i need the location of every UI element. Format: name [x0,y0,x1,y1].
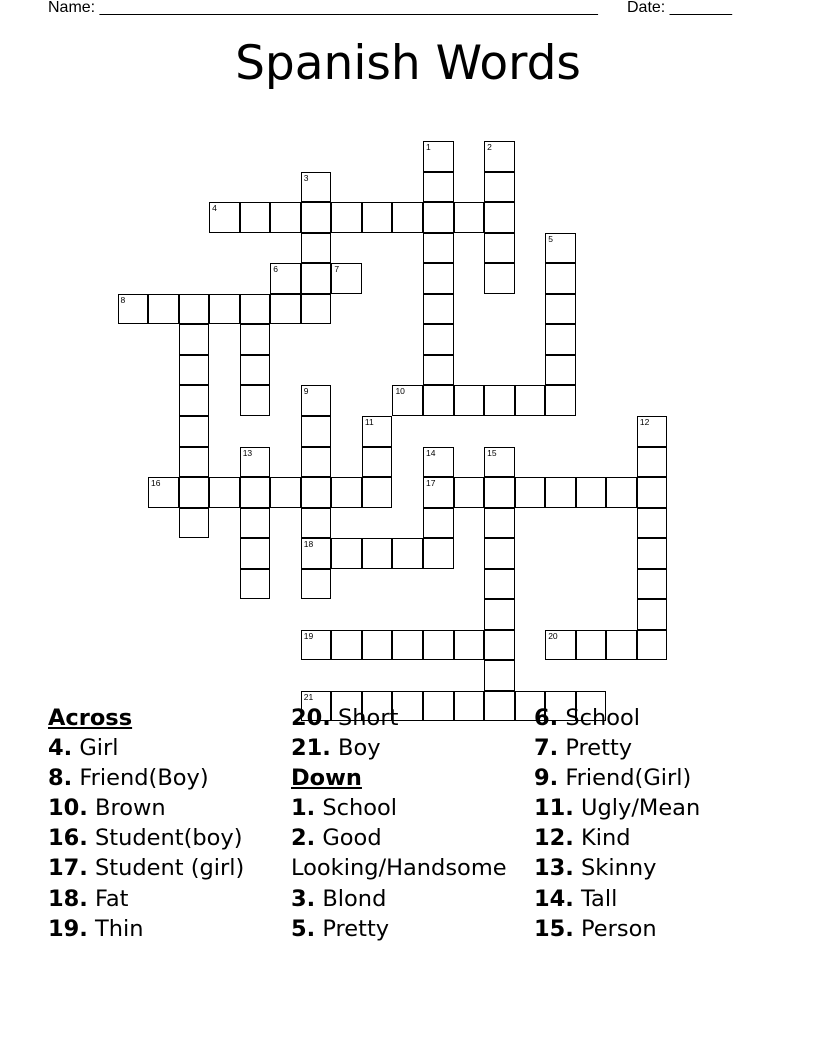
crossword-cell[interactable] [423,172,454,203]
clue-number: 12. [534,825,574,852]
crossword-cell[interactable] [637,447,668,478]
clue-number-label: 10 [395,386,405,397]
crossword-cell[interactable] [301,233,332,264]
crossword-cell[interactable] [545,355,576,386]
crossword-cell[interactable] [179,324,210,355]
crossword-cell[interactable] [240,508,271,539]
clue-down-13 [534,853,774,883]
crossword-cell[interactable] [240,385,271,416]
crossword-cell[interactable] [637,569,668,600]
clue-down-14 [534,884,774,914]
crossword-cell[interactable] [484,477,515,508]
crossword-cell[interactable] [515,385,546,416]
crossword-cell[interactable] [362,416,393,447]
clue-column-1 [48,703,288,944]
clue-down-9 [534,763,774,793]
clue-across-10 [48,793,288,823]
clue-number-label: 7 [334,264,340,275]
clue-number: 8. [48,765,73,792]
clue-text: Short [338,705,399,731]
clue-text: Friend(Girl) [565,765,692,792]
crossword-cell[interactable] [637,538,668,569]
crossword-cell[interactable] [423,385,454,416]
clue-number: 19. [48,915,88,942]
crossword-cell[interactable] [637,477,668,508]
crossword-cell[interactable] [179,416,210,447]
crossword-cell[interactable] [118,294,149,325]
clue-number-label: 9 [303,386,309,397]
clue-text: Friend(Boy) [79,765,209,792]
crossword-cell[interactable] [484,569,515,600]
clue-number: 1. [291,795,316,822]
crossword-cell[interactable] [331,202,362,233]
clue-down-7 [534,733,774,763]
clue-across-18 [48,884,288,914]
clue-number: 16. [48,825,88,852]
clue-number: 18. [48,885,88,912]
clue-number-label: 14 [426,447,436,458]
clue-text: Pretty [322,915,390,942]
clue-number-label: 18 [303,539,314,550]
crossword-cell[interactable] [545,385,576,416]
crossword-cell[interactable] [423,294,454,325]
crossword-cell[interactable] [484,660,515,691]
crossword-cell[interactable] [362,202,393,233]
crossword-cell[interactable] [423,233,454,264]
clue-down-15 [534,914,774,944]
clue-number-label: 1 [426,142,431,153]
clue-down-3 [291,884,527,914]
crossword-cell[interactable] [545,233,576,264]
clue-number: 2. [291,825,316,852]
crossword-cell[interactable] [301,508,332,539]
clue-number: 6. [534,705,559,731]
clue-across-8 [48,763,288,793]
clue-text: Brown [95,795,166,822]
page-title: Spanish Words [235,36,581,91]
clue-number: 17. [48,855,88,882]
crossword-cell[interactable] [209,477,240,508]
crossword-cell[interactable] [423,263,454,294]
crossword-cell[interactable] [545,630,576,661]
clue-number: 4. [48,735,73,762]
crossword-cell[interactable] [484,385,515,416]
clue-number-label: 5 [548,233,553,244]
crossword-cell[interactable] [240,294,271,325]
crossword-cell[interactable] [362,447,393,478]
crossword-cell[interactable] [362,538,393,569]
clue-down-11 [534,793,774,823]
clue-number-label: 17 [426,478,436,489]
crossword-cell[interactable] [484,447,515,478]
crossword-cell[interactable] [240,324,271,355]
clue-text: Person [581,915,657,942]
clue-text: Good Looking/Handsome [291,825,507,882]
crossword-cell[interactable] [637,508,668,539]
clue-number-label: 4 [212,203,217,214]
crossword-cell[interactable] [423,508,454,539]
crossword-cell[interactable] [454,202,485,233]
clue-down-2 [291,823,527,883]
name-field-label: Name: ________________________________________________________ [48,0,598,16]
clue-number-label: 12 [639,417,650,427]
crossword-cell[interactable] [362,477,393,508]
crossword-cell[interactable] [270,202,301,233]
clue-number-label: 6 [273,264,278,275]
crossword-cell[interactable] [545,294,576,325]
crossword-cell[interactable] [454,630,485,661]
crossword-cell[interactable] [301,263,332,294]
crossword-cell[interactable] [515,477,546,508]
clue-number: 10. [48,795,88,822]
crossword-cell[interactable] [545,263,576,294]
clue-across-20 [291,703,527,733]
clue-text: Girl [79,735,119,762]
clue-column-2 [291,703,527,944]
clue-number-label: 21 [303,691,314,702]
crossword-cell[interactable] [484,599,515,630]
crossword-cell[interactable] [179,477,210,508]
crossword-cell[interactable] [240,202,271,233]
clue-number: 15. [534,915,574,942]
clue-text: Thin [95,915,144,942]
clue-number-label: 19 [303,630,314,641]
crossword-cell[interactable] [606,477,637,508]
clue-number-label: 15 [487,447,497,458]
clue-number-label: 8 [120,294,126,305]
clue-across-17 [48,853,288,883]
crossword-cell[interactable] [179,294,210,325]
crossword-cell[interactable] [301,630,332,661]
clue-number: 13. [534,855,574,882]
clue-number: 7. [534,735,559,762]
clue-down-1 [291,793,527,823]
crossword-cell[interactable] [484,538,515,569]
crossword-cell[interactable] [240,477,271,508]
crossword-cell[interactable] [484,141,515,172]
clue-across-19 [48,914,288,944]
crossword-cell[interactable] [301,538,332,569]
crossword-cell[interactable] [545,477,576,508]
crossword-cell[interactable] [331,538,362,569]
clue-text: Kind [581,825,631,852]
crossword-cell[interactable] [423,630,454,661]
worksheet-header [0,0,816,20]
crossword-cell[interactable] [209,202,240,233]
crossword-cell[interactable] [270,263,301,294]
clue-text: Ugly/Mean [581,795,701,822]
crossword-cell[interactable] [637,599,668,630]
clue-text: Blond [322,885,387,912]
crossword-cell[interactable] [179,355,210,386]
crossword-cell[interactable] [545,324,576,355]
crossword-cell[interactable] [240,447,271,478]
crossword-cell[interactable] [423,447,454,478]
clue-number: 9. [534,765,559,792]
crossword-cell[interactable] [392,630,423,661]
clue-down-12 [534,823,774,853]
clue-down-5 [291,914,527,944]
clue-down-6 [534,703,774,733]
crossword-cell[interactable] [423,477,454,508]
crossword-cell[interactable] [179,508,210,539]
clue-number: 20. [291,705,331,731]
clue-number: 11. [534,795,574,822]
crossword-cell[interactable] [423,141,454,172]
clue-text: Boy [338,735,381,762]
crossword-cell[interactable] [301,416,332,447]
clue-text: Tall [581,885,618,912]
clue-text: Pretty [565,735,633,762]
crossword-cell[interactable] [484,172,515,203]
down-heading: Down [291,765,362,792]
across-heading: Across [48,705,133,731]
crossword-cell[interactable] [148,294,179,325]
crossword-cell[interactable] [179,385,210,416]
clue-number-label: 16 [151,478,161,489]
clue-column-3 [534,703,774,944]
crossword-cell[interactable] [301,447,332,478]
crossword-cell[interactable] [331,477,362,508]
crossword-cell[interactable] [392,538,423,569]
crossword-cell[interactable] [484,263,515,294]
crossword-cell[interactable] [301,294,332,325]
crossword-cell[interactable] [240,569,271,600]
crossword-cell[interactable] [301,385,332,416]
clue-across-21 [291,733,527,763]
clue-number: 5. [291,915,316,942]
crossword-cell[interactable] [301,569,332,600]
crossword-cell[interactable] [423,538,454,569]
crossword-cell[interactable] [301,477,332,508]
crossword-cell[interactable] [454,477,485,508]
crossword-cell[interactable] [392,385,423,416]
clue-number: 21. [291,735,331,762]
clue-across-4 [48,733,288,763]
crossword-cell[interactable] [331,630,362,661]
date-field-label: Date: _______ [627,0,732,16]
crossword-cell[interactable] [392,202,423,233]
clue-text: Student (girl) [95,855,245,882]
crossword-cell[interactable] [301,202,332,233]
clue-text: Student(boy) [95,825,243,852]
crossword-cell[interactable] [576,630,607,661]
crossword-cell[interactable] [331,263,362,294]
clue-text: Skinny [581,855,657,882]
crossword-cell[interactable] [606,630,637,661]
crossword-cell[interactable] [484,508,515,539]
clue-number: 14. [534,885,574,912]
crossword-cell[interactable] [454,385,485,416]
clue-number-label: 11 [364,417,374,427]
crossword-cell[interactable] [637,416,668,447]
crossword-cell[interactable] [148,477,179,508]
crossword-cell[interactable] [301,172,332,203]
crossword-cell[interactable] [423,324,454,355]
crossword-cell[interactable] [209,294,240,325]
clue-number-label: 3 [303,172,309,183]
clue-text: Fat [95,885,129,912]
crossword-cell[interactable] [484,202,515,233]
clue-text: School [322,795,398,822]
clue-number: 3. [291,885,316,912]
crossword-cell[interactable] [240,355,271,386]
clue-across-16 [48,823,288,853]
crossword-cell[interactable] [423,355,454,386]
crossword-cell[interactable] [637,630,668,661]
clue-number-label: 2 [487,142,492,153]
crossword-cell[interactable] [362,630,393,661]
crossword-cell[interactable] [179,447,210,478]
crossword-cell[interactable] [484,630,515,661]
crossword-cell[interactable] [484,233,515,264]
crossword-cell[interactable] [576,477,607,508]
clue-text: School [565,705,641,731]
crossword-cell[interactable] [240,538,271,569]
crossword-cell[interactable] [423,202,454,233]
crossword-cell[interactable] [270,477,301,508]
crossword-cell[interactable] [270,294,301,325]
clue-number-label: 20 [548,630,558,641]
clue-number-label: 13 [242,447,253,458]
